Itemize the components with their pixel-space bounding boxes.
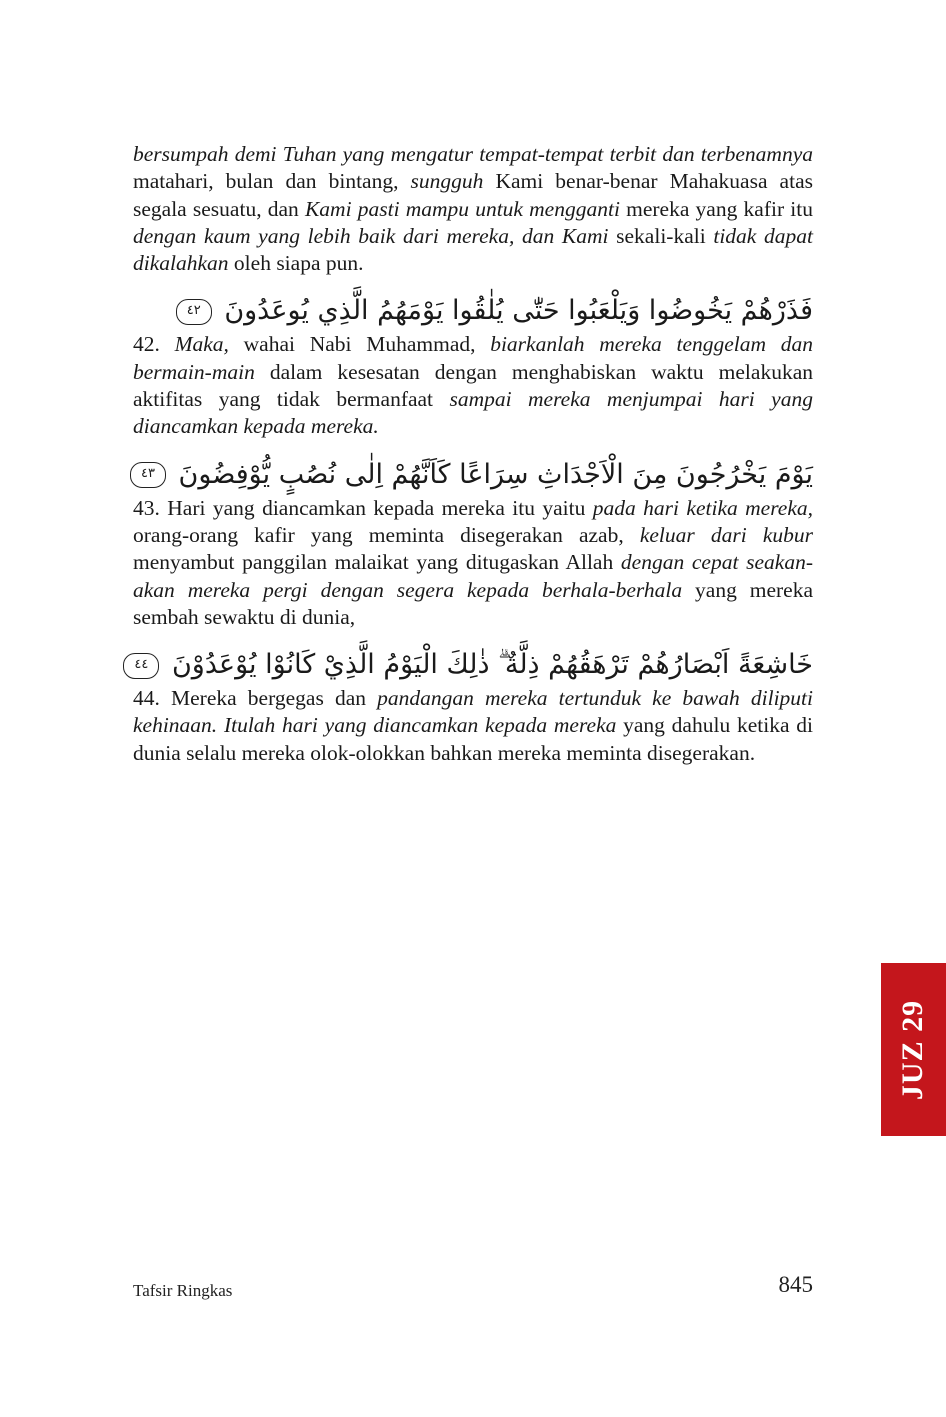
juz-side-tab — [881, 963, 946, 1136]
page-content — [133, 141, 813, 767]
arabic-verse-43: يَوْمَ يَخْرُجُونَ مِنَ الْاَجْدَاثِ سِرَاعًا كَاَنَّهُمْ اِلٰى نُصُبٍ يُّوْفِضُونَ ٤٣ — [133, 455, 813, 495]
juz-label: JUZ 29 — [896, 999, 930, 1100]
page-number: 845 — [778, 1272, 813, 1297]
intro-paragraph: bersumpah demi Tuhan yang mengatur tempat-tempat terbit dan terbenamnya matahari, bulan dan bintang, sungguh Kami benar-benar Mahakuasa atas segala sesuatu, dan Kami pasti mampu untuk mengganti mereka yang kafir itu dengan kaum yang lebih baik dari mereka, dan Kami sekali-kali tidak dapat dikalahkan oleh siapa pun. — [133, 142, 813, 276]
ayah-number-42: ٤٢ — [176, 299, 212, 325]
translation-verse-44: 44. Mereka bergegas dan pandangan mereka tertunduk ke bawah diliputi kehinaan. Itulah hari yang diancamkan kepada mereka yang dahulu ketika di dunia selalu mereka olok-olokkan bahkan mereka meminta disegerakan. — [133, 686, 813, 765]
ayah-number-44: ٤٤ — [123, 653, 159, 679]
book-title-footer: Tafsir Ringkas — [133, 1281, 233, 1300]
arabic-verse-42: فَذَرْهُمْ يَخُوضُوا وَيَلْعَبُوا حَتّٰى يُلٰقُوا يَوْمَهُمُ الَّذِي يُوعَدُونَ ٤٢ — [133, 291, 813, 331]
arabic-verse-44: خَاشِعَةً اَبْصَارُهُمْ تَرْهَقُهُمْ ذِلَّةٌ ۗ ذٰلِكَ الْيَوْمُ الَّذِيْ كَانُوْا يُوْعَدُوْنَ ٤٤ — [133, 645, 813, 685]
ayah-number-43: ٤٣ — [130, 462, 166, 488]
translation-verse-42: 42. Maka, wahai Nabi Muhammad, biarkanlah mereka tenggelam dan bermain-main dalam kesesatan dengan menghabiskan waktu melakukan aktifitas yang tidak bermanfaat sampai mereka menjumpai hari yang diancamkan kepada mereka. — [133, 332, 813, 439]
translation-verse-43: 43. Hari yang diancamkan kepada mereka itu yaitu pada hari ketika mereka, orang-orang kafir yang meminta disegerakan azab, keluar dari kubur menyambut panggilan malaikat yang ditugaskan Allah dengan cepat seakan-akan mereka pergi dengan segera kepada berhala-berhala yang mereka sembah sewaktu di dunia, — [133, 495, 813, 629]
